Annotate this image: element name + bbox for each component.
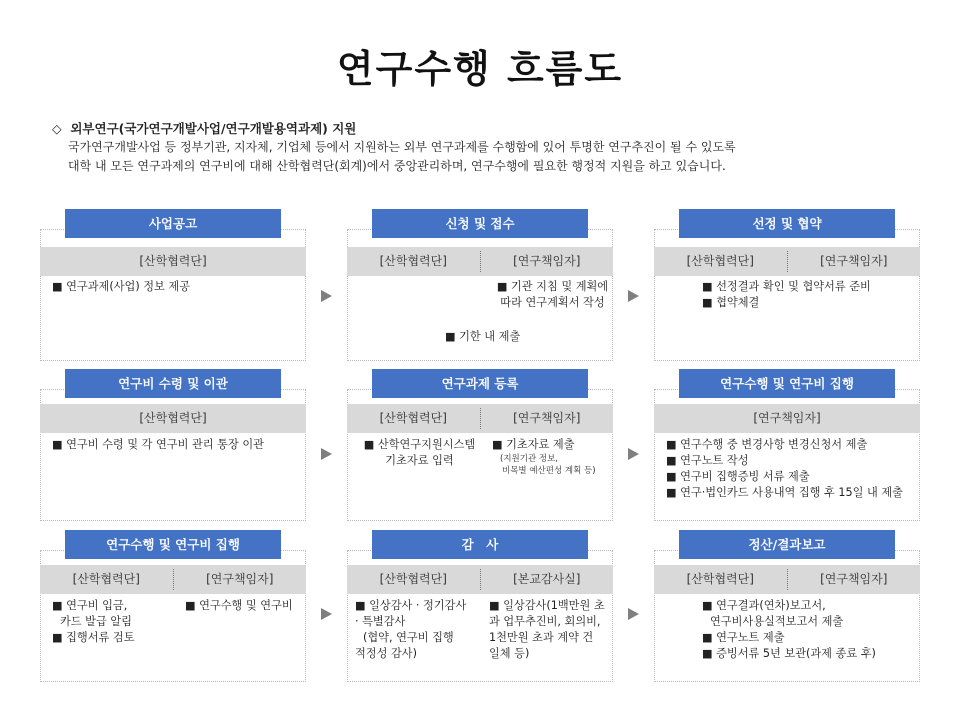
flow-arrow-icon [628,448,639,460]
stage-content [52,279,190,295]
content-note: (지원기관 정보, [500,454,558,464]
content-line: ■ 연구노트 작성 [666,454,749,467]
content-line: 1천만원 초과 계약 건 [489,631,594,644]
stage-header: 사업공고 [65,209,281,238]
stage-content [52,598,135,646]
role-label: [연구책임자] [820,254,888,268]
flow-arrow-icon [321,290,332,302]
stage-header: 연구과제 등록 [372,369,588,398]
stage-header: 감 사 [372,530,588,559]
stage-content [357,437,482,469]
content-line: 카드 발급 알림 [60,615,132,628]
role-label: [산학협력단] [686,572,754,586]
content-line: ■ 산학연구지원시스템 [363,438,476,451]
intro-heading-text: 외부연구(국가연구개발사업/연구개발용역과제) 지원 [70,121,357,136]
role-bar [40,404,306,433]
stage-content [52,437,264,453]
content-line: ■ 연구·법인카드 사용내역 집행 후 15일 내 제출 [666,486,903,499]
stage-content [492,437,596,477]
content-line: ■ 연구비 입금, [52,599,128,612]
stage-content [490,279,615,311]
content-line: ■ 기관 지침 및 계획에 [496,280,609,293]
role-label: [산학협력단] [379,254,447,268]
content-line: ■ 연구노트 제출 [702,631,785,644]
role-label: [산학협력단] [72,572,140,586]
content-line: ■ 선정결과 확인 및 협약서류 준비 [702,280,871,293]
content-line: ■ 기한 내 제출 [445,330,521,343]
page-title: 연구수행 흐름도 [336,47,624,91]
diamond-icon: ◇ [52,121,62,136]
role-bar [347,247,613,276]
stage-content [489,598,605,662]
role-label: [산학협력단] [139,411,207,425]
role-bar [347,565,613,594]
stage-content [666,437,903,501]
stage-content [702,598,876,662]
stage-header: 연구비 수령 및 이관 [65,369,281,398]
content-line: ■ 일상감사 · 정기감사 [355,599,467,612]
role-bar [654,565,920,594]
content-line: ■ 연구수행 및 연구비 [185,599,293,612]
role-bar [654,247,920,276]
content-line: 적정성 감사) [355,647,417,660]
intro-line-2: 대학 내 모든 연구과제의 연구비에 대해 산학협력단(회계)에서 중앙관리하며, 연구수행에 필요한 행정적 지원을 하고 있습니다. [68,159,726,173]
stage-header: 선정 및 협약 [679,209,895,238]
flow-arrow-icon [628,290,639,302]
stage-content [185,598,293,614]
stage-header: 정산/결과보고 [679,530,895,559]
flow-arrow-icon [321,448,332,460]
content-line: (협약, 연구비 집행 [363,631,454,644]
content-line: ■ 연구수행 중 변경사항 변경신청서 제출 [666,438,868,451]
role-label: [연구책임자] [820,572,888,586]
stage-header: 연구수행 및 연구비 집행 [679,369,895,398]
flow-arrow-icon [321,608,332,620]
stage-header: 연구수행 및 연구비 집행 [65,530,281,559]
content-line: 기초자료 입력 [385,454,454,467]
content-line: 과 업무추진비, 회의비, [489,615,601,628]
role-bar [40,565,306,594]
stage-content [702,279,871,311]
role-label: [연구책임자] [513,254,581,268]
content-line: · 특별감사 [355,615,406,628]
intro-heading [52,119,356,137]
content-note: 비목별 예산편성 계획 등) [502,466,596,476]
role-label: [산학협력단] [379,572,447,586]
flow-arrow-icon [628,608,639,620]
role-bar [40,247,306,276]
stage-header: 신청 및 접수 [372,209,588,238]
content-line: ■ 집행서류 검토 [52,631,135,644]
role-label: [산학협력단] [686,254,754,268]
intro-body [68,138,913,176]
role-bar [347,404,613,433]
role-label: [연구책임자] [513,411,581,425]
stage-content [445,329,520,345]
content-line: 따라 연구계획서 작성 [500,296,605,309]
content-line: ■ 일상감사(1백만원 초 [489,599,605,612]
role-bar [654,404,920,433]
role-label: [연구책임자] [206,572,274,586]
role-label: [연구책임자] [753,411,821,425]
content-line: ■ 연구비 수령 및 각 연구비 관리 통장 이관 [52,438,264,451]
content-line: 연구비사용실적보고서 제출 [710,615,844,628]
content-line: ■ 증빙서류 5년 보관(과제 종료 후) [702,647,876,660]
intro-line-1: 국가연구개발사업 등 정부기관, 지자체, 기업체 등에서 지원하는 외부 연구과제를 수행함에 있어 투명한 연구추진이 될 수 있도록 [68,140,736,154]
content-line: ■ 연구과제(사업) 정보 제공 [52,280,191,293]
content-line: 일체 등) [489,647,530,660]
role-label: [산학협력단] [379,411,447,425]
content-line: ■ 연구결과(연차)보고서, [702,599,826,612]
content-line: ■ 기초자료 제출 [492,438,575,451]
content-line: ■ 연구비 집행증빙 서류 제출 [666,470,810,483]
content-line: ■ 협약체결 [702,296,760,309]
role-label: [산학협력단] [139,254,207,268]
stage-content [355,598,466,662]
role-label: [본교감사실] [513,572,581,586]
